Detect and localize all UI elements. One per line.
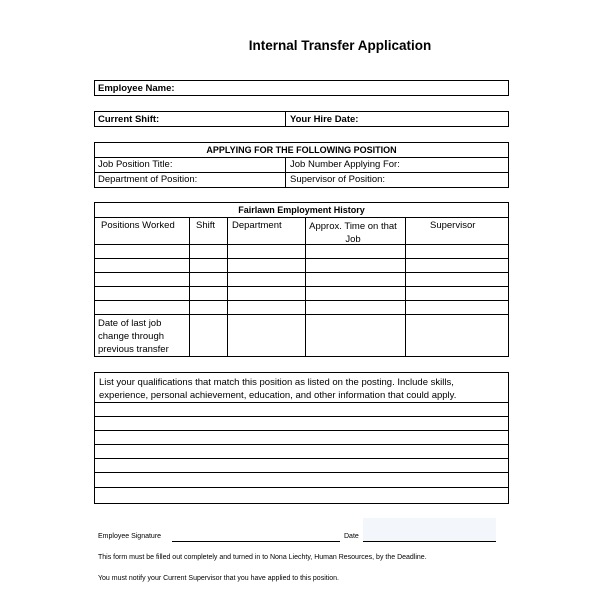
col-approx-time: Approx. Time on that Job bbox=[309, 221, 397, 245]
history-table bbox=[94, 202, 509, 357]
position-divider bbox=[285, 157, 286, 187]
qualifications-line bbox=[95, 416, 508, 417]
date-line bbox=[363, 541, 496, 542]
col-supervisor: Supervisor bbox=[430, 220, 476, 231]
history-row-line bbox=[95, 314, 508, 315]
col-department: Department bbox=[232, 220, 282, 231]
last-job-change-label: Date of last job change through previous transfer bbox=[98, 318, 169, 355]
job-title-label: Job Position Title: bbox=[98, 159, 173, 170]
history-row-line bbox=[95, 300, 508, 301]
job-number-label: Job Number Applying For: bbox=[290, 159, 400, 170]
qualifications-section[interactable] bbox=[94, 372, 509, 504]
history-row-line bbox=[95, 272, 508, 273]
qualifications-line bbox=[95, 444, 508, 445]
position-header: APPLYING FOR THE FOLLOWING POSITION bbox=[206, 145, 397, 155]
qualifications-line bbox=[95, 472, 508, 473]
col-positions-worked: Positions Worked bbox=[101, 220, 175, 231]
date-field[interactable] bbox=[363, 518, 496, 542]
hire-date-label: Your Hire Date: bbox=[290, 114, 359, 125]
history-header: Fairlawn Employment History bbox=[238, 205, 365, 215]
qualifications-line bbox=[95, 487, 508, 488]
position-row-line bbox=[95, 172, 508, 173]
supervisor-label: Supervisor of Position: bbox=[290, 174, 386, 185]
position-header-line bbox=[95, 157, 508, 158]
employee-name-label: Employee Name: bbox=[98, 83, 175, 94]
department-label: Department of Position: bbox=[98, 174, 198, 185]
employee-name-row[interactable] bbox=[94, 80, 509, 96]
form-title: Internal Transfer Application bbox=[248, 38, 432, 53]
qualifications-line bbox=[95, 458, 508, 459]
supervisor-note: You must notify your Current Supervisor that you have applied to this position. bbox=[98, 575, 339, 582]
current-shift-label: Current Shift: bbox=[98, 114, 160, 125]
position-section bbox=[94, 142, 509, 188]
signature-line[interactable] bbox=[172, 541, 340, 542]
qualifications-line bbox=[95, 402, 508, 403]
col-shift: Shift bbox=[196, 220, 216, 231]
history-row-line bbox=[95, 286, 508, 287]
history-header-line bbox=[95, 217, 508, 218]
qualifications-prompt: List your qualifications that match this position as listed on the posting. Include skills, experience, personal achievement, education, and other information that could apply. bbox=[99, 377, 457, 401]
date-label: Date bbox=[344, 533, 359, 540]
deadline-note: This form must be filled out completely and turned in to Nona Liechty, Human Resources, by the Deadline. bbox=[98, 554, 427, 561]
shift-hire-row bbox=[94, 111, 509, 127]
signature-label: Employee Signature bbox=[98, 533, 162, 540]
shift-divider bbox=[285, 112, 286, 126]
history-row-line bbox=[95, 244, 508, 245]
qualifications-line bbox=[95, 430, 508, 431]
history-row-line bbox=[95, 258, 508, 259]
